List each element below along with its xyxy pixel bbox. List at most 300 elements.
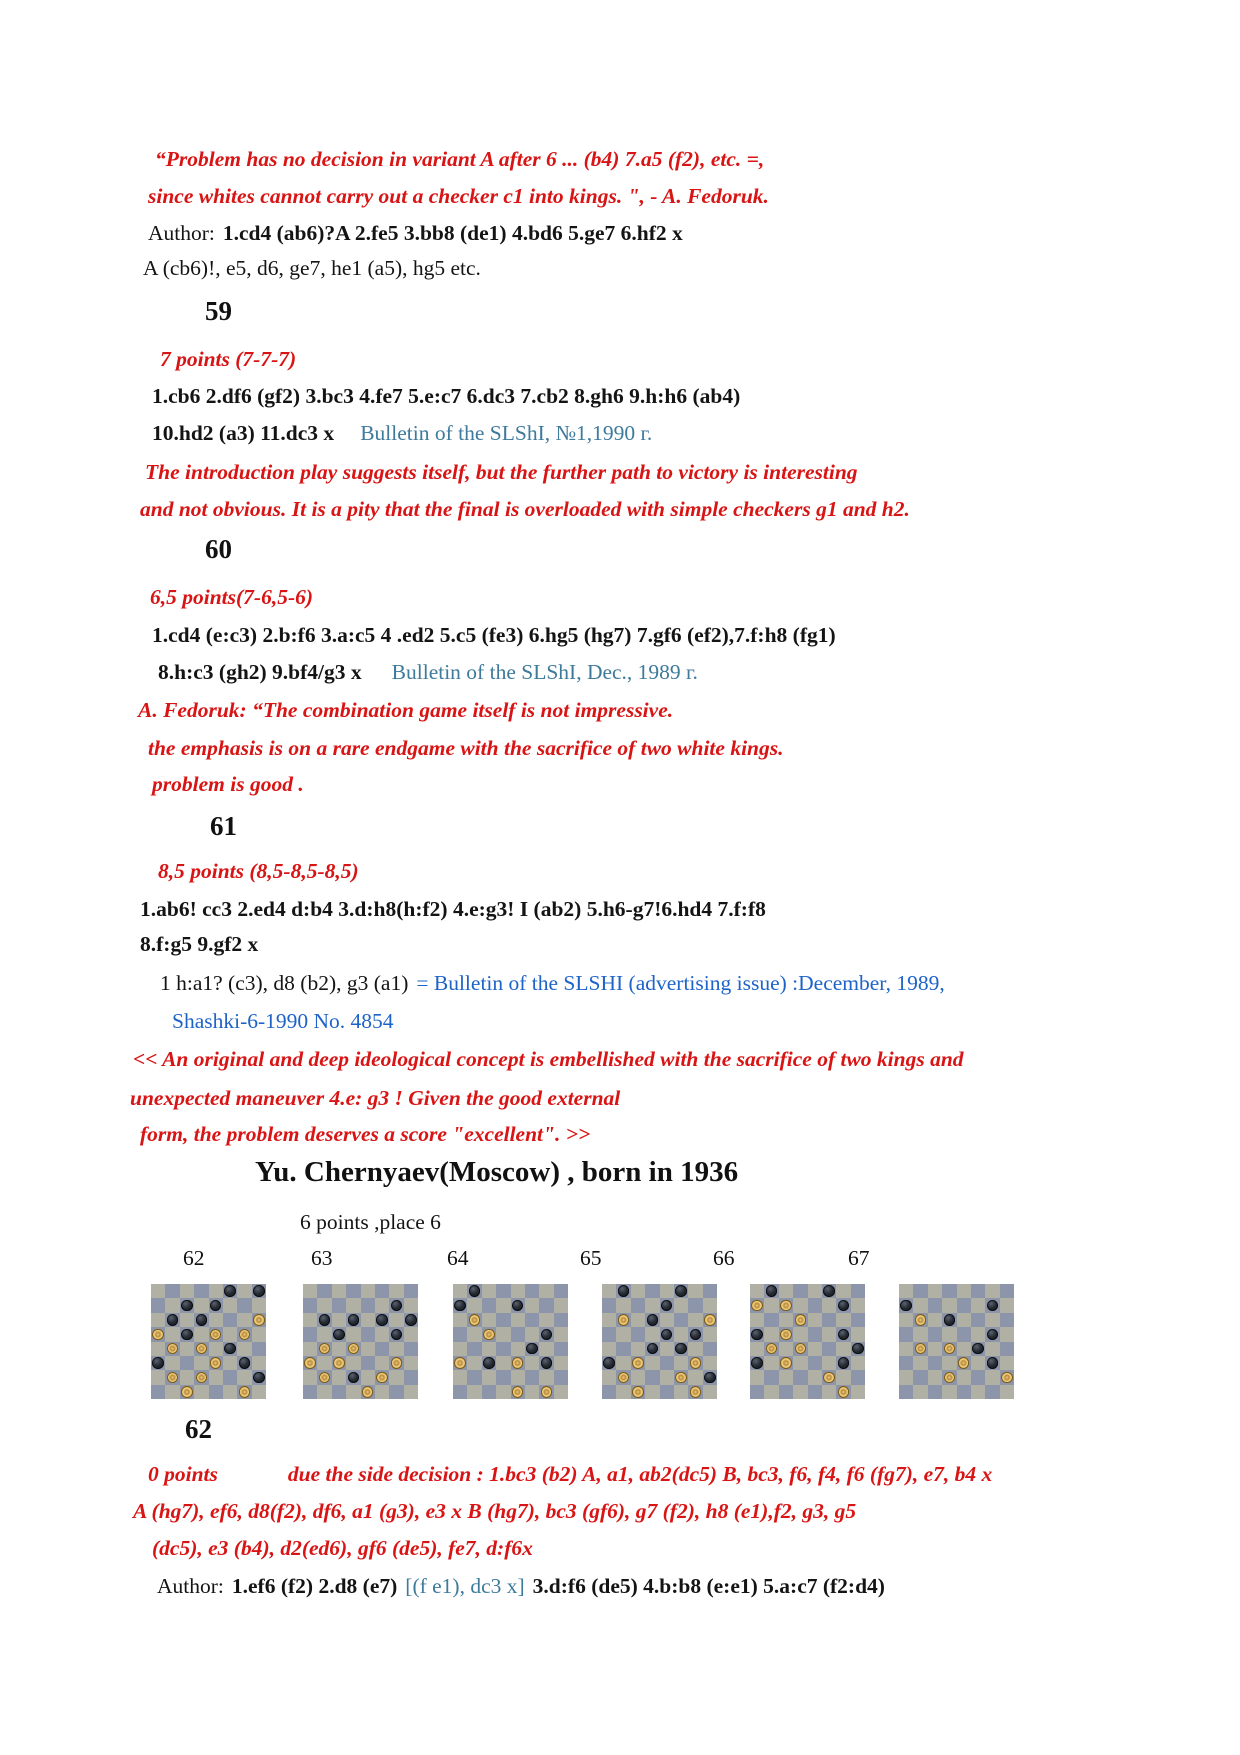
board-square <box>928 1342 942 1356</box>
board-square <box>793 1327 807 1341</box>
board-square <box>942 1284 956 1298</box>
board-square <box>971 1313 985 1327</box>
problem-61-note: 1 h:a1? (c3), d8 (b2), g3 (a1) <box>160 971 409 995</box>
board-square <box>703 1284 717 1298</box>
board-square <box>467 1298 481 1312</box>
board-square <box>496 1327 510 1341</box>
white-checker-piece <box>795 1314 807 1326</box>
board-square <box>779 1284 793 1298</box>
board-square <box>361 1313 375 1327</box>
board-square <box>303 1342 317 1356</box>
board-square <box>764 1370 778 1384</box>
board-square <box>645 1284 659 1298</box>
board-square <box>511 1284 525 1298</box>
board-square <box>194 1298 208 1312</box>
diagram-label-64: 64 <box>447 1246 469 1270</box>
board-square <box>1000 1342 1014 1356</box>
board-square <box>971 1298 985 1312</box>
board-square <box>971 1370 985 1384</box>
black-checker-piece <box>152 1357 164 1369</box>
board-square <box>223 1370 237 1384</box>
board-square <box>779 1370 793 1384</box>
board-square <box>779 1342 793 1356</box>
problem-60-comment2: the emphasis is on a rare endgame with the sacrifice of two white kings. <box>148 736 784 760</box>
board-square <box>511 1342 525 1356</box>
white-checker-piece <box>823 1372 835 1384</box>
problem-61-source1: = Bulletin of the SLSHI (advertising issue) :December, 1989, <box>416 971 945 995</box>
board-square <box>467 1356 481 1370</box>
problem-59-points: 7 points (7-7-7) <box>160 347 297 371</box>
board-square <box>303 1385 317 1399</box>
board-square <box>375 1385 389 1399</box>
board-square <box>688 1370 702 1384</box>
problem-61-points: 8,5 points (8,5-8,5-8,5) <box>158 859 359 883</box>
white-checker-piece <box>239 1386 251 1398</box>
board-square <box>237 1298 251 1312</box>
board-square <box>404 1356 418 1370</box>
board-square <box>602 1370 616 1384</box>
board-square <box>303 1327 317 1341</box>
board-square <box>836 1370 850 1384</box>
board-square <box>151 1370 165 1384</box>
chernyaev-subheading: 6 points ,place 6 <box>300 1210 441 1234</box>
board-square <box>180 1370 194 1384</box>
board-square <box>688 1298 702 1312</box>
board-square <box>645 1327 659 1341</box>
board-square <box>928 1385 942 1399</box>
board-square <box>913 1356 927 1370</box>
board-square <box>899 1284 913 1298</box>
board-square <box>660 1370 674 1384</box>
board-square <box>525 1284 539 1298</box>
board-square <box>332 1284 346 1298</box>
board-square <box>985 1313 999 1327</box>
board-square <box>750 1370 764 1384</box>
problem-61-number: 61 <box>210 811 237 841</box>
board-square <box>194 1327 208 1341</box>
board-square <box>303 1298 317 1312</box>
black-checker-piece <box>541 1357 553 1369</box>
white-checker-piece <box>632 1386 644 1398</box>
white-checker-piece <box>618 1314 630 1326</box>
board-square <box>332 1385 346 1399</box>
board-square <box>942 1327 956 1341</box>
board-square <box>554 1370 568 1384</box>
board-square <box>602 1313 616 1327</box>
board-square <box>1000 1313 1014 1327</box>
board-square <box>194 1284 208 1298</box>
board-square <box>361 1298 375 1312</box>
board-square <box>602 1284 616 1298</box>
board-square <box>928 1284 942 1298</box>
problem-60-number: 60 <box>205 534 232 564</box>
black-checker-piece <box>224 1285 236 1297</box>
diagram-label-66: 66 <box>713 1246 735 1270</box>
board-square <box>645 1370 659 1384</box>
board-square <box>602 1327 616 1341</box>
board-square <box>511 1327 525 1341</box>
board-square <box>616 1356 630 1370</box>
black-checker-piece <box>348 1314 360 1326</box>
board-square <box>525 1313 539 1327</box>
board-square <box>317 1356 331 1370</box>
board-square <box>602 1385 616 1399</box>
board-square <box>957 1284 971 1298</box>
black-checker-piece <box>751 1329 763 1341</box>
board-square <box>151 1385 165 1399</box>
checkers-board-63 <box>303 1284 418 1399</box>
board-square <box>375 1284 389 1298</box>
board-square <box>836 1313 850 1327</box>
black-checker-piece <box>181 1300 193 1312</box>
black-checker-piece <box>852 1343 864 1355</box>
board-square <box>674 1356 688 1370</box>
problem-61-comment1: << An original and deep ideological concept is embellished with the sacrifice of two kings and <box>133 1047 964 1071</box>
board-square <box>822 1356 836 1370</box>
board-square <box>209 1342 223 1356</box>
board-square <box>942 1385 956 1399</box>
board-square <box>928 1313 942 1327</box>
white-checker-piece <box>253 1314 265 1326</box>
board-square <box>496 1313 510 1327</box>
board-square <box>971 1356 985 1370</box>
board-square <box>631 1370 645 1384</box>
board-square <box>453 1313 467 1327</box>
board-square <box>703 1298 717 1312</box>
board-square <box>389 1385 403 1399</box>
board-square <box>616 1342 630 1356</box>
board-square <box>750 1313 764 1327</box>
black-checker-piece <box>333 1329 345 1341</box>
board-square <box>674 1327 688 1341</box>
board-square <box>928 1356 942 1370</box>
board-square <box>764 1385 778 1399</box>
board-square <box>511 1313 525 1327</box>
board-square <box>836 1284 850 1298</box>
board-square <box>764 1327 778 1341</box>
board-square <box>957 1298 971 1312</box>
white-checker-piece <box>333 1357 345 1369</box>
board-square <box>209 1370 223 1384</box>
board-square <box>209 1313 223 1327</box>
problem-62-points-line <box>148 1464 992 1486</box>
board-square <box>303 1284 317 1298</box>
board-square <box>645 1356 659 1370</box>
board-square <box>525 1356 539 1370</box>
problem-60-moves2-line <box>158 662 698 684</box>
white-checker-piece <box>632 1357 644 1369</box>
black-checker-piece <box>675 1285 687 1297</box>
board-square <box>851 1356 865 1370</box>
white-checker-piece <box>541 1386 553 1398</box>
board-square <box>252 1385 266 1399</box>
board-square <box>985 1284 999 1298</box>
white-checker-piece <box>181 1386 193 1398</box>
board-square <box>942 1298 956 1312</box>
black-checker-piece <box>751 1357 763 1369</box>
board-square <box>389 1313 403 1327</box>
board-square <box>660 1313 674 1327</box>
problem-61-source2: Shashki-6-1990 No. 4854 <box>172 1009 394 1033</box>
board-square <box>151 1298 165 1312</box>
board-square <box>957 1327 971 1341</box>
white-checker-piece <box>690 1386 702 1398</box>
problem-61-comment3: form, the problem deserves a score "excellent". >> <box>140 1122 591 1146</box>
board-square <box>957 1342 971 1356</box>
white-checker-piece <box>780 1300 792 1312</box>
board-square <box>1000 1385 1014 1399</box>
board-square <box>332 1298 346 1312</box>
board-square <box>851 1284 865 1298</box>
board-square <box>554 1385 568 1399</box>
board-square <box>899 1313 913 1327</box>
board-square <box>482 1370 496 1384</box>
problem-61-moves1: 1.ab6! cc3 2.ed4 d:b4 3.d:h8(h:f2) 4.e:g3! I (ab2) 5.h6-g7!6.hd4 7.f:f8 <box>140 897 766 921</box>
board-square <box>237 1342 251 1356</box>
board-square <box>165 1385 179 1399</box>
board-square <box>985 1385 999 1399</box>
board-square <box>688 1313 702 1327</box>
board-square <box>971 1327 985 1341</box>
problem-60-moves2: 8.h:c3 (gh2) 9.bf4/g3 x <box>158 660 362 684</box>
board-square <box>482 1385 496 1399</box>
problem-59-moves2: 10.hd2 (a3) 11.dc3 x <box>152 421 335 445</box>
board-square <box>660 1284 674 1298</box>
board-square <box>764 1298 778 1312</box>
intro-quote-line2: since whites cannot carry out a checker c1 into kings. ", - A. Fedoruk. <box>148 184 769 208</box>
board-square <box>346 1385 360 1399</box>
board-square <box>404 1298 418 1312</box>
board-square <box>361 1284 375 1298</box>
board-square <box>703 1327 717 1341</box>
black-checker-piece <box>253 1372 265 1384</box>
board-square <box>957 1313 971 1327</box>
board-square <box>252 1298 266 1312</box>
board-square <box>482 1313 496 1327</box>
board-square <box>554 1284 568 1298</box>
board-square <box>180 1356 194 1370</box>
board-square <box>985 1342 999 1356</box>
problem-61-comment2: unexpected maneuver 4.e: g3 ! Given the good external <box>130 1086 621 1110</box>
problem-60-comment3: problem is good . <box>152 772 304 796</box>
board-square <box>252 1356 266 1370</box>
chernyaev-heading: Yu. Chernyaev(Moscow) , born in 1936 <box>255 1156 739 1188</box>
board-square <box>645 1298 659 1312</box>
board-square <box>467 1327 481 1341</box>
board-square <box>482 1342 496 1356</box>
black-checker-piece <box>405 1314 417 1326</box>
white-checker-piece <box>1001 1372 1013 1384</box>
board-square <box>223 1298 237 1312</box>
white-checker-piece <box>915 1314 927 1326</box>
board-square <box>554 1327 568 1341</box>
white-checker-piece <box>304 1357 316 1369</box>
board-square <box>913 1370 927 1384</box>
board-square <box>631 1342 645 1356</box>
board-square <box>703 1342 717 1356</box>
board-square <box>332 1342 346 1356</box>
white-checker-piece <box>376 1372 388 1384</box>
board-square <box>332 1370 346 1384</box>
board-square <box>496 1356 510 1370</box>
problem-59-moves1: 1.cb6 2.df6 (gf2) 3.bc3 4.fe7 5.e:c7 6.dc3 7.cb2 8.gh6 9.h:h6 (ab4) <box>152 384 741 408</box>
board-square <box>899 1342 913 1356</box>
board-square <box>631 1327 645 1341</box>
board-square <box>928 1327 942 1341</box>
problem-62-variant1: A (hg7), ef6, d8(f2), df6, a1 (g3), e3 x B (hg7), bc3 (gf6), g7 (f2), h8 (e1),f2, g3, g5 <box>133 1499 857 1523</box>
board-square <box>913 1298 927 1312</box>
board-square <box>209 1385 223 1399</box>
board-square <box>467 1342 481 1356</box>
board-square <box>808 1370 822 1384</box>
board-square <box>453 1342 467 1356</box>
board-square <box>822 1313 836 1327</box>
board-square <box>525 1327 539 1341</box>
board-square <box>467 1370 481 1384</box>
board-square <box>482 1298 496 1312</box>
diagram-label-63: 63 <box>311 1246 333 1270</box>
problem-61-note-line <box>160 973 945 995</box>
board-square <box>793 1356 807 1370</box>
white-checker-piece <box>675 1372 687 1384</box>
checkers-board-65 <box>602 1284 717 1399</box>
checkers-board-66 <box>750 1284 865 1399</box>
white-checker-piece <box>152 1329 164 1341</box>
problem-62-points: 0 points <box>148 1462 218 1486</box>
board-square <box>793 1385 807 1399</box>
board-square <box>851 1385 865 1399</box>
board-square <box>616 1298 630 1312</box>
problem-60-source: Bulletin of the SLShI, Dec., 1989 г. <box>391 660 698 684</box>
board-square <box>750 1284 764 1298</box>
board-square <box>332 1313 346 1327</box>
board-square <box>317 1298 331 1312</box>
board-square <box>375 1356 389 1370</box>
board-square <box>317 1385 331 1399</box>
board-square <box>252 1327 266 1341</box>
board-square <box>525 1370 539 1384</box>
board-square <box>539 1298 553 1312</box>
problem-59-number: 59 <box>205 296 232 326</box>
board-square <box>602 1298 616 1312</box>
author-label: Author: <box>148 221 215 245</box>
board-square <box>389 1284 403 1298</box>
board-square <box>793 1370 807 1384</box>
board-square <box>913 1327 927 1341</box>
board-square <box>764 1313 778 1327</box>
board-square <box>303 1313 317 1327</box>
board-square <box>822 1342 836 1356</box>
board-square <box>957 1385 971 1399</box>
board-square <box>496 1370 510 1384</box>
problem-60-comment1: A. Fedoruk: “The combination game itself is not impressive. <box>138 698 674 722</box>
problem-59-source: Bulletin of the SLShI, №1,1990 г. <box>360 421 653 445</box>
white-checker-piece <box>690 1357 702 1369</box>
board-square <box>793 1298 807 1312</box>
checkers-board-62 <box>151 1284 266 1399</box>
board-square <box>836 1342 850 1356</box>
board-square <box>467 1385 481 1399</box>
board-square <box>851 1327 865 1341</box>
problem-60-moves1: 1.cd4 (e:c3) 2.b:f6 3.a:c5 4 .ed2 5.c5 (fe3) 6.hg5 (hg7) 7.gf6 (ef2),7.f:h8 (fg1) <box>152 623 836 647</box>
board-square <box>237 1284 251 1298</box>
board-square <box>793 1284 807 1298</box>
board-square <box>482 1284 496 1298</box>
board-square <box>660 1385 674 1399</box>
board-square <box>1000 1298 1014 1312</box>
black-checker-piece <box>823 1285 835 1297</box>
board-square <box>971 1385 985 1399</box>
board-square <box>779 1385 793 1399</box>
board-square <box>928 1370 942 1384</box>
diagram-label-67: 67 <box>848 1246 870 1270</box>
board-square <box>631 1298 645 1312</box>
board-square <box>209 1284 223 1298</box>
board-square <box>808 1342 822 1356</box>
board-square <box>808 1356 822 1370</box>
board-square <box>404 1370 418 1384</box>
board-square <box>631 1313 645 1327</box>
board-square <box>554 1313 568 1327</box>
black-checker-piece <box>944 1314 956 1326</box>
board-square <box>616 1327 630 1341</box>
intro-author-line <box>148 223 683 245</box>
black-checker-piece <box>987 1357 999 1369</box>
problem-62-author-moves2: 3.d:f6 (de5) 4.b:b8 (e:e1) 5.a:c7 (f2:d4) <box>532 1574 885 1598</box>
black-checker-piece <box>181 1329 193 1341</box>
board-square <box>180 1342 194 1356</box>
problem-62-author-line <box>157 1576 885 1598</box>
board-square <box>750 1342 764 1356</box>
board-square <box>223 1356 237 1370</box>
board-square <box>180 1313 194 1327</box>
black-checker-piece <box>483 1357 495 1369</box>
board-square <box>361 1370 375 1384</box>
board-square <box>539 1313 553 1327</box>
board-square <box>404 1342 418 1356</box>
board-square <box>779 1313 793 1327</box>
white-checker-piece <box>362 1386 374 1398</box>
board-square <box>303 1370 317 1384</box>
intro-variant-a: A (cb6)!, e5, d6, ge7, he1 (a5), hg5 etc. <box>143 256 481 280</box>
board-square <box>1000 1356 1014 1370</box>
board-square <box>688 1342 702 1356</box>
board-square <box>180 1284 194 1298</box>
board-square <box>404 1385 418 1399</box>
board-square <box>375 1327 389 1341</box>
board-square <box>899 1327 913 1341</box>
board-square <box>539 1284 553 1298</box>
board-square <box>165 1298 179 1312</box>
black-checker-piece <box>167 1314 179 1326</box>
board-square <box>317 1284 331 1298</box>
problem-62-author-label: Author: <box>157 1574 224 1598</box>
board-square <box>151 1284 165 1298</box>
problem-62-variant2: (dc5), e3 (b4), d2(ed6), gf6 (de5), fe7, d:f6x <box>152 1536 533 1560</box>
black-checker-piece <box>319 1314 331 1326</box>
board-square <box>554 1342 568 1356</box>
problem-59-comment1: The introduction play suggests itself, but the further path to victory is interesting <box>145 460 858 484</box>
board-square <box>851 1370 865 1384</box>
board-square <box>346 1284 360 1298</box>
board-square <box>511 1370 525 1384</box>
board-square <box>165 1356 179 1370</box>
board-square <box>346 1356 360 1370</box>
diagram-label-62: 62 <box>183 1246 205 1270</box>
white-checker-piece <box>391 1357 403 1369</box>
board-square <box>223 1313 237 1327</box>
board-square <box>375 1298 389 1312</box>
